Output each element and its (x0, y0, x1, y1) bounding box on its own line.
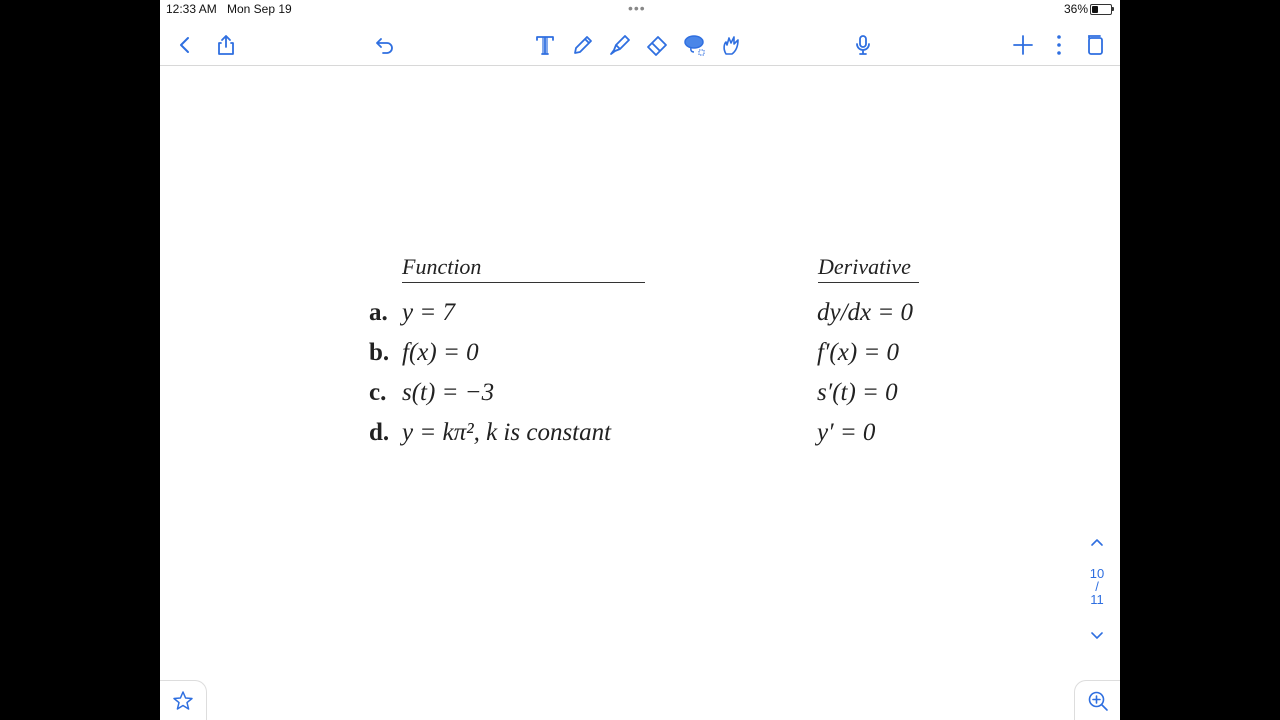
status-bar (160, 0, 1120, 20)
chevron-down-icon[interactable] (1087, 626, 1107, 646)
battery-fill (1092, 6, 1098, 13)
lasso-tool-button[interactable] (680, 30, 710, 60)
toolbar (160, 24, 1120, 66)
text-tool-icon (533, 33, 557, 57)
header-function-rule (402, 282, 645, 283)
add-icon (1011, 33, 1035, 57)
document-page[interactable] (160, 66, 1120, 720)
undo-button[interactable] (370, 30, 400, 60)
back-button[interactable] (170, 30, 200, 60)
row-derivative: f′(x) = 0 (817, 339, 900, 366)
pen-icon (571, 33, 595, 57)
row-function: s(t) = −3 (402, 379, 495, 406)
favorite-button[interactable] (160, 680, 207, 720)
zoom-in-icon (1086, 689, 1110, 713)
row-derivative: s′(t) = 0 (817, 379, 898, 406)
battery-tip (1112, 7, 1114, 11)
text-tool-button[interactable] (530, 30, 560, 60)
status-time: 12:33 AM (166, 2, 217, 16)
battery-percent: 36% (1064, 2, 1089, 16)
lasso-icon (683, 33, 707, 57)
eraser-icon (645, 33, 669, 57)
undo-icon (373, 33, 397, 57)
more-button[interactable] (1044, 30, 1074, 60)
highlighter-icon (608, 33, 632, 57)
row-function: f(x) = 0 (402, 339, 479, 366)
microphone-icon (851, 33, 875, 57)
row-derivative: y′ = 0 (817, 419, 876, 446)
page-current: 10 (1089, 566, 1105, 581)
chevron-up-icon[interactable] (1087, 532, 1107, 552)
pages-button[interactable] (1080, 30, 1110, 60)
more-icon (1047, 33, 1071, 57)
pen-tool-button[interactable] (568, 30, 598, 60)
row-function: y = kπ², k is constant (402, 419, 612, 446)
page-total: 11 (1090, 592, 1104, 607)
add-button[interactable] (1008, 30, 1038, 60)
header-function: Function (402, 254, 482, 279)
highlighter-tool-button[interactable] (605, 30, 635, 60)
back-icon (173, 33, 197, 57)
multitasking-dots[interactable]: ••• (628, 0, 646, 16)
page-separator: / (1095, 579, 1099, 594)
header-derivative-rule (818, 282, 919, 283)
status-date: Mon Sep 19 (227, 2, 292, 16)
pages-icon (1083, 33, 1107, 57)
share-button[interactable] (211, 30, 241, 60)
battery-icon (1090, 4, 1112, 15)
shapes-tool-button[interactable] (716, 30, 746, 60)
app-screen (160, 0, 1120, 720)
eraser-tool-button[interactable] (642, 30, 672, 60)
row-label: b. (369, 339, 390, 366)
page-navigator (1080, 532, 1114, 652)
star-icon (171, 689, 195, 713)
row-derivative: dy/dx = 0 (817, 299, 914, 326)
row-label: d. (369, 419, 390, 446)
row-function: y = 7 (402, 299, 455, 326)
row-label: c. (369, 379, 387, 406)
header-derivative: Derivative (818, 254, 911, 279)
zoom-button[interactable] (1074, 680, 1120, 720)
microphone-button[interactable] (848, 30, 878, 60)
share-icon (214, 33, 238, 57)
shapes-icon (719, 33, 743, 57)
row-label: a. (369, 299, 388, 326)
